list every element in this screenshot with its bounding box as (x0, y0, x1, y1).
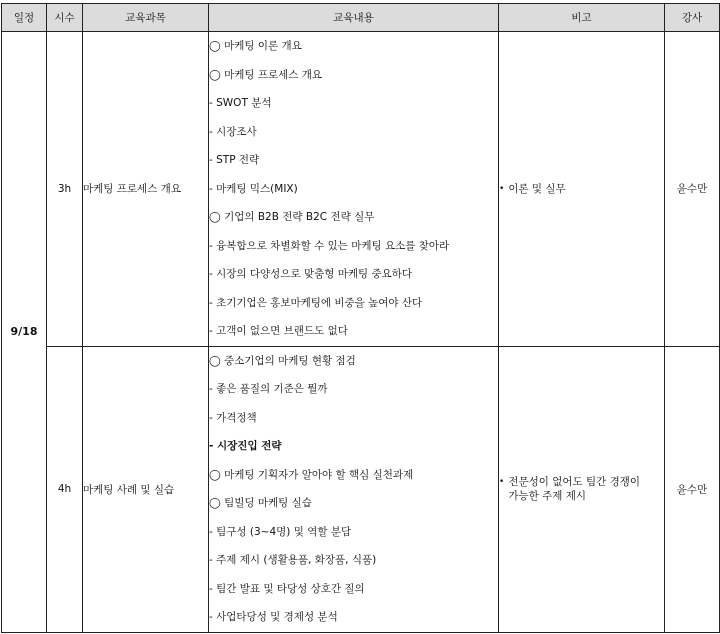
content-line: - STP 전략 (209, 154, 260, 166)
content-line: ◯ 마케팅 이론 개요 (209, 40, 302, 52)
header-row (2, 4, 720, 32)
bullet-icon: • (499, 183, 505, 194)
content-line: - 시장진입 전략 (209, 440, 282, 452)
content-line: - 가격정책 (209, 411, 257, 424)
content-line: - 초기기업은 홍보마케팅에 비중을 높여야 산다 (209, 296, 423, 309)
content-line: - 사업타당성 및 경제성 분석 (209, 611, 338, 623)
content-line: ◯ 마케팅 프로세스 개요 (209, 68, 323, 81)
content-line: - 주제 제시 (생활용품, 화장품, 식품) (209, 554, 377, 566)
content-cell (209, 346, 499, 632)
content-cell (209, 32, 499, 347)
content-line: ◯ 중소기업의 마케팅 현황 점검 (209, 354, 356, 367)
header-content: 교육내용 (209, 4, 499, 32)
note-text: 전문성이 없어도 팀간 경쟁이 가능한 주제 제시 (508, 476, 641, 502)
content-line: - 팀간 발표 및 타당성 상호간 질의 (209, 582, 365, 595)
content-line: ◯ 마케팅 기획자가 알아야 할 핵심 실천과제 (209, 468, 414, 481)
content-line: - 시장의 다양성으로 맞춤형 마케팅 중요하다 (209, 268, 413, 280)
content-line: - 융복합으로 차별화할 수 있는 마케팅 요소를 찾아라 (209, 239, 450, 252)
header-hours: 시수 (47, 4, 83, 32)
note-text: 이론 및 실무 (508, 182, 566, 195)
instructor-cell: 윤수만 (665, 32, 720, 347)
note-cell (499, 32, 665, 347)
content-line: - 시장조사 (209, 125, 257, 138)
content-line: ◯ 팀빌딩 마케팅 실습 (209, 497, 312, 509)
header-note: 비고 (499, 4, 665, 32)
session-row-2 (2, 346, 720, 632)
hours-cell: 3h (47, 32, 83, 347)
content-line: - 고객이 없으면 브랜드도 없다 (209, 325, 348, 337)
bullet-icon: • (499, 477, 505, 487)
date-cell: 9/18 (2, 32, 47, 633)
content-list (209, 347, 498, 632)
header-date: 일정 (2, 4, 47, 32)
content-line: - 팀구성 (3~4명) 및 역할 분담 (209, 525, 352, 538)
content-line: - 좋은 품질의 기준은 뭘까 (209, 383, 328, 395)
content-list (209, 32, 498, 346)
course-cell: 마케팅 프로세스 개요 (83, 32, 209, 347)
course-cell: 마케팅 사례 및 실습 (83, 346, 209, 632)
header-instructor: 강사 (665, 4, 720, 32)
session-row-1 (2, 32, 720, 347)
schedule-table (1, 3, 720, 633)
content-line: ◯ 기업의 B2B 전략 B2C 전략 실무 (209, 211, 375, 223)
hours-cell: 4h (47, 346, 83, 632)
instructor-cell: 윤수만 (665, 346, 720, 632)
content-line: - 마케팅 믹스(MIX) (209, 182, 298, 195)
header-course: 교육과목 (83, 4, 209, 32)
content-line: - SWOT 분석 (209, 97, 272, 109)
note-cell (499, 346, 665, 632)
